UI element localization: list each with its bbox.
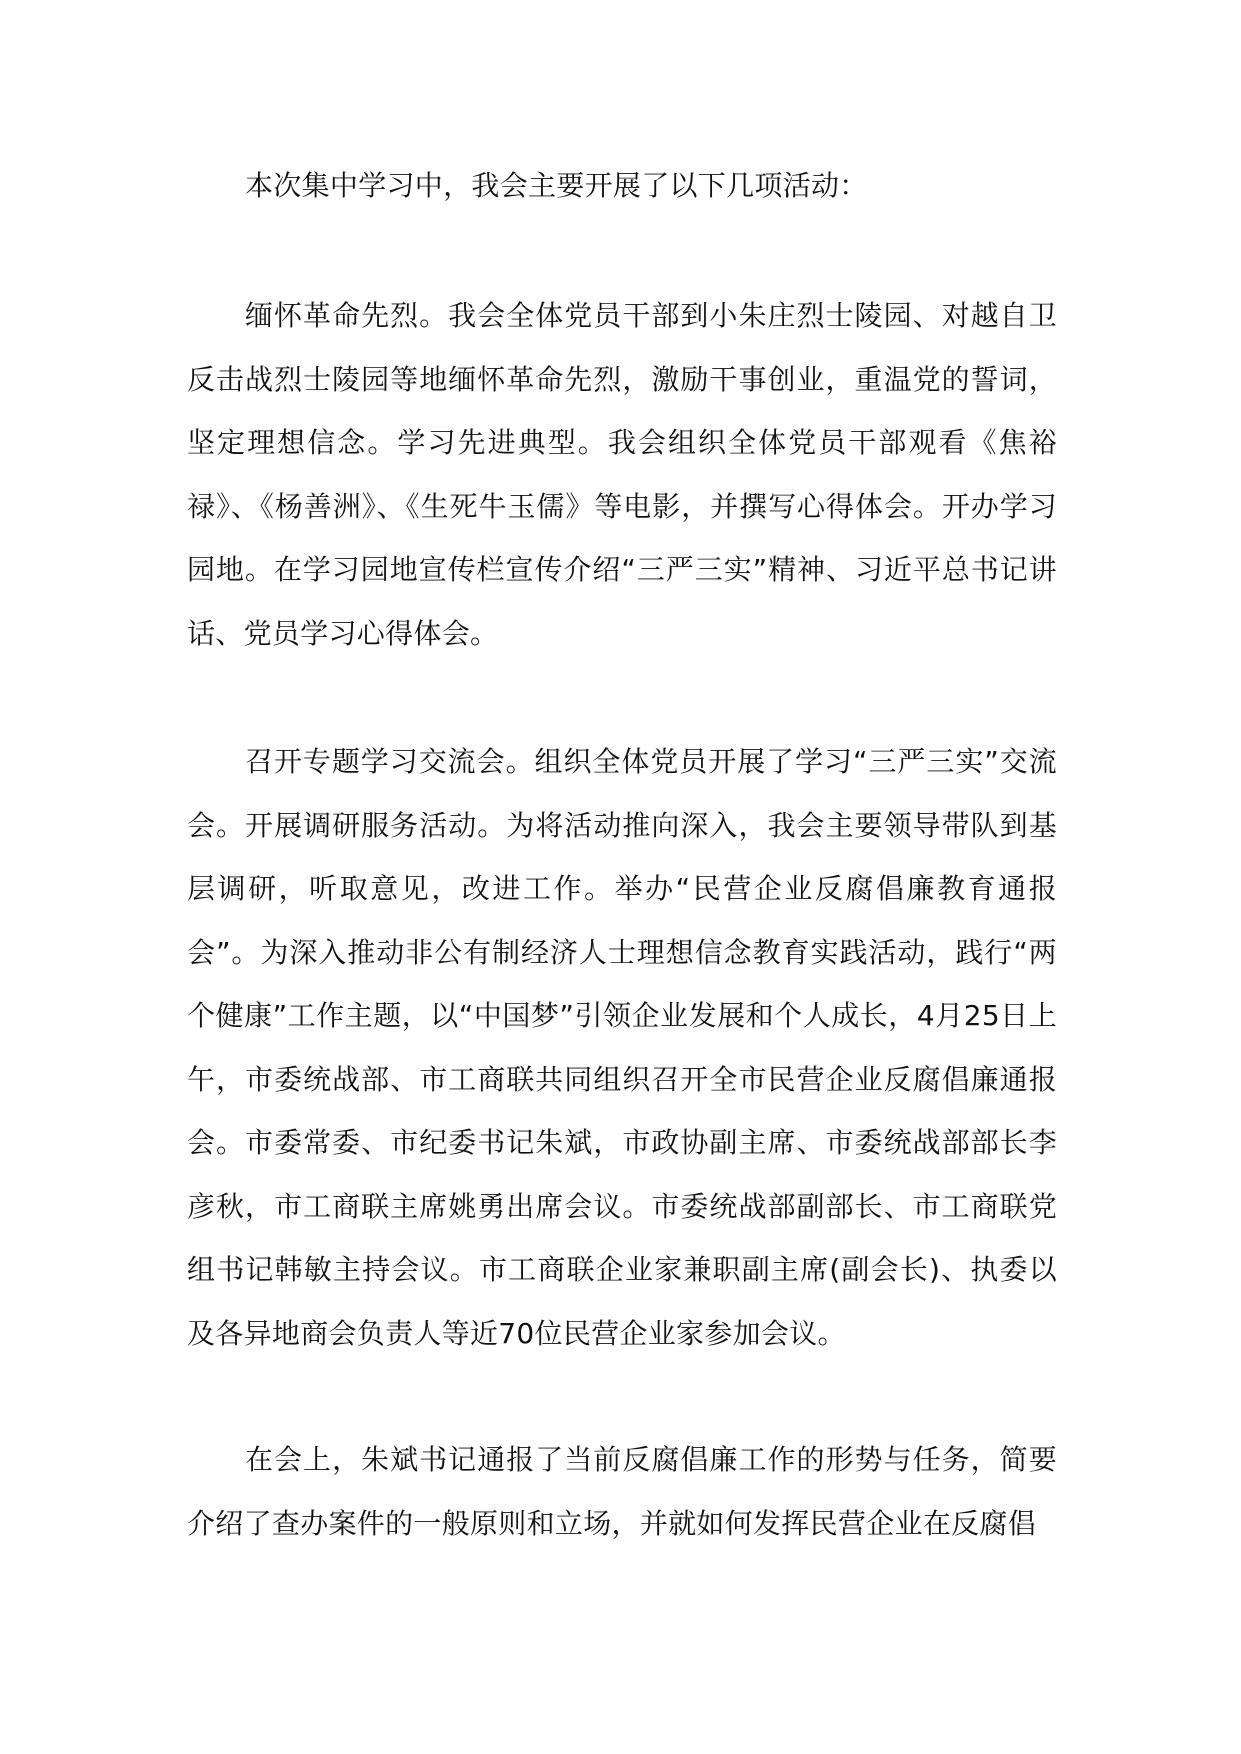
paragraph-meeting-report: 在会上，朱斌书记通报了当前反腐倡廉工作的形势与任务，简要介绍了查办案件的一般原则和立场，并就如何发挥民营企业在反腐倡 [187,1443,1057,1540]
paragraph-exchange-meeting: 召开专题学习交流会。组织全体党员开展了学习“三严三实”交流会。开展调研服务活动。为将活动推向深入，我会主要领导带队到基层调研，听取意见，改进工作。举办“民营企业反腐倡廉教育通报会”。为深入推动非公有制经济人士理想信念教育实践活动，践行“两个健康”工作主题，以“中国梦”引领企业发展和个人成长，4月25日上午，市委统战部、市工商联共同组织召开全市民营企业反腐倡廉通报会。市委常委、市纪委书记朱斌，市政协副主席、市委统战部部长李彦秋，市工商联主席姚勇出席会议。市委统战部副部长、市工商联党组书记韩敏主持会议。市工商联企业家兼职副主席(副会长)、执委以及各异地商会负责人等近70位民营企业家参加会议。 [187,745,1057,1350]
paragraph-commemoration-study: 缅怀革命先烈。我会全体党员干部到小朱庄烈士陵园、对越自卫反击战烈士陵园等地缅怀革命先烈，激励干事创业，重温党的誓词，坚定理想信念。学习先进典型。我会组织全体党员干部观看《焦裕禄》、《杨善洲》、《生死牛玉儒》等电影，并撰写心得体会。开办学习园地。在学习园地宣传栏宣传介绍“三严三实”精神、习近平总书记讲话、党员学习心得体会。 [187,299,1057,650]
paragraph-activities-intro: 本次集中学习中，我会主要开展了以下几项活动： [245,169,868,202]
